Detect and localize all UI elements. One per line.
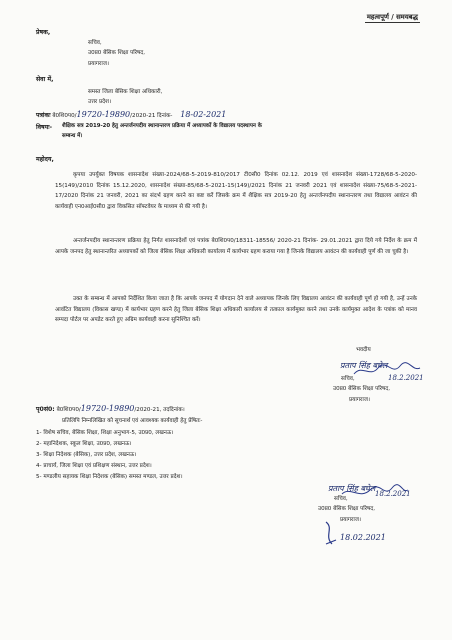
paragraph-1: कृपया उपर्युक्त विषयक शासनादेश संख्या-2024/68-5-2019-810/2017 टी0सी0 दिनांक 02.12. 2019 एवं शासनादेश संख्या-1728/68-5-2020-15(149)/2010 दिनांक 15.12.2020, शासनादेश संख्या-85/68-5-2021-15(149)/2021 दिनांक 21 जनवरी 2021 एवं शासनादेश संख्या-75/68-5-2021-17/2020 दिनांक 21 जनवरी, 2021 का संदर्भ ग्रहण करने का कष्ट करें जिसके क्रम में शैक्षिक सत्र 2019-20 हेतु अन्तर्जनपदीय स्थानान्तरण तथा विद्यालय आवंटन की कार्यवाही एन0आई0सी0 द्वारा विकसित सॉफ्टवेयर के माध्यम से की गयी है। — [55, 172, 417, 211]
sender-line: प्रयागराज। — [88, 60, 110, 67]
handwritten-letter-date: 18-02-2021 — [180, 110, 227, 119]
letter-number-suffix: /2020-21 दिनांक- — [130, 113, 173, 119]
signature-2-line: उ0प्र0 बेसिक शिक्षा परिषद, — [318, 506, 376, 513]
signature-1-block — [333, 374, 390, 405]
sender-line: सचिव, — [88, 40, 102, 46]
handwritten-endorsement-number: 19720-19890 — [80, 404, 135, 413]
signature-1-line: उ0प्र0 बेसिक शिक्षा परिषद, — [333, 386, 391, 393]
salutation: महोदय, — [36, 156, 54, 163]
signature-1-line: प्रयागराज। — [349, 396, 371, 403]
sender-block — [88, 38, 145, 69]
to-line: उत्तर प्रदेश। — [88, 99, 112, 106]
paragraph-3: उक्त के सम्बन्ध में आपको निर्देशित किया जाता है कि आपके जनपद में योगदान देने वाले अध्यापक जिनके लिए विद्यालय आवंटन की कार्यवाही पूर्ण हो गयी है, उन्हें उनके आवंटित विद्यालय (विकास खण्ड) में कार्यभार ग्रहण करने हेतु जिला बेसिक शिक्षा अधिकारी कार्यालय से तत्काल कार्यमुक्त करने तथा उनके कार्यमुक्त आदेश के पत्रांक को मानव सम्पदा पोर्टल पर अपडेट करते हुए अग्रिम कार्यवाही करना सुनिश्चित करें। — [55, 296, 417, 324]
handwritten-signature-1-date: 18.2.2021 — [388, 374, 424, 382]
handwritten-letter-number: 19720-19890 — [76, 110, 131, 119]
endorsement-suffix: /2020-21, तददिनांक। — [134, 407, 185, 413]
distribution-item: 2- महानिदेशक, स्कूल शिक्षा, उ0प्र0, लखनऊ। — [36, 441, 132, 447]
distribution-item: 1- विशेष सचिव, बेसिक शिक्षा, शिक्षा अनुभाग-5, उ0प्र0, लखनऊ। — [36, 430, 174, 436]
letter-number-label: पत्रांकः — [36, 112, 51, 119]
distribution-list — [36, 428, 183, 483]
endorsement-intro: प्रतिलिपि निम्नलिखित को सूचनार्थ एवं आवश्यक कार्यवाही हेतु प्रेषितः- — [62, 418, 203, 424]
subject-line: शैक्षिक सत्र 2019-20 हेतु अन्तर्जनपदीय स्थानान्तरण प्रक्रिया में अध्यापकों के विद्यालय पदस्थापन के — [62, 123, 262, 129]
signature-2-line: सचिव, — [334, 496, 348, 502]
distribution-item: 4- प्राचार्य, जिला शिक्षा एवं प्रशिक्षण संस्थान, उत्तर प्रदेश। — [36, 463, 152, 469]
distribution-item: 3- शिक्षा निदेशक (बेसिक), उत्तर प्रदेश, लखनऊ। — [36, 452, 137, 458]
to-label: सेवा में, — [36, 76, 54, 83]
subject-line: सम्बन्ध में। — [62, 133, 83, 140]
initials-mark-icon — [322, 518, 340, 548]
endorsement-prefix: बे0शि0प0/ — [56, 407, 81, 413]
signature-1-line: सचिव, — [341, 376, 355, 382]
sender-label: प्रेषक, — [36, 29, 51, 36]
paragraph-2: अन्तर्जनपदीय स्थानान्तरण प्रक्रिया हेतु निर्गत शासनादेशों एवं पत्रांक बे0शि0प0/18311-18556/ 2020-21 दिनांक- 29.01.2021 द्वारा दिये गये निर्देश के क्रम में आपके जनपद हेतु स्थानान्तरित अध्यापकों को जिला बेसिक शिक्षा अधिकारी कार्यालय में कार्यभार ग्रहण कराया गया है जिनके विद्यालय आवंटन की कार्यवाही पूर्ण की जा चुकी है। — [55, 238, 417, 255]
handwritten-bottom-date: 18.02.2021 — [340, 533, 386, 542]
endorsement-label: पृ0सं0: — [36, 406, 55, 413]
handwritten-signature-2-date: 18.2.2021 — [375, 490, 411, 498]
endorsement-number — [36, 404, 185, 413]
subject-block — [62, 121, 262, 142]
handwritten-signature-2: प्रताप सिंह बघेल — [328, 484, 376, 493]
handwritten-signature-1: प्रताप सिंह बघेल — [340, 361, 388, 370]
subject-label: विषयः- — [36, 124, 53, 131]
closing: भवदीय — [356, 347, 371, 353]
letter-number-prefix: बे0शि0प0/ — [52, 113, 77, 119]
to-line: समस्त जिला बेसिक शिक्षा अधिकारी, — [88, 89, 163, 95]
signature-2-line: प्रयागराज। — [340, 516, 362, 523]
sender-line: उ0प्र0 बेसिक शिक्षा परिषद, — [88, 50, 146, 57]
distribution-item: 5- मण्डलीय सहायक शिक्षा निदेशक (बेसिक) समस्त मण्डल, उत्तर प्रदेश। — [36, 474, 183, 480]
to-block — [88, 87, 162, 108]
priority-tag: महत्वपूर्ण / समयबद्ध — [366, 13, 418, 21]
letter-number — [36, 110, 226, 119]
